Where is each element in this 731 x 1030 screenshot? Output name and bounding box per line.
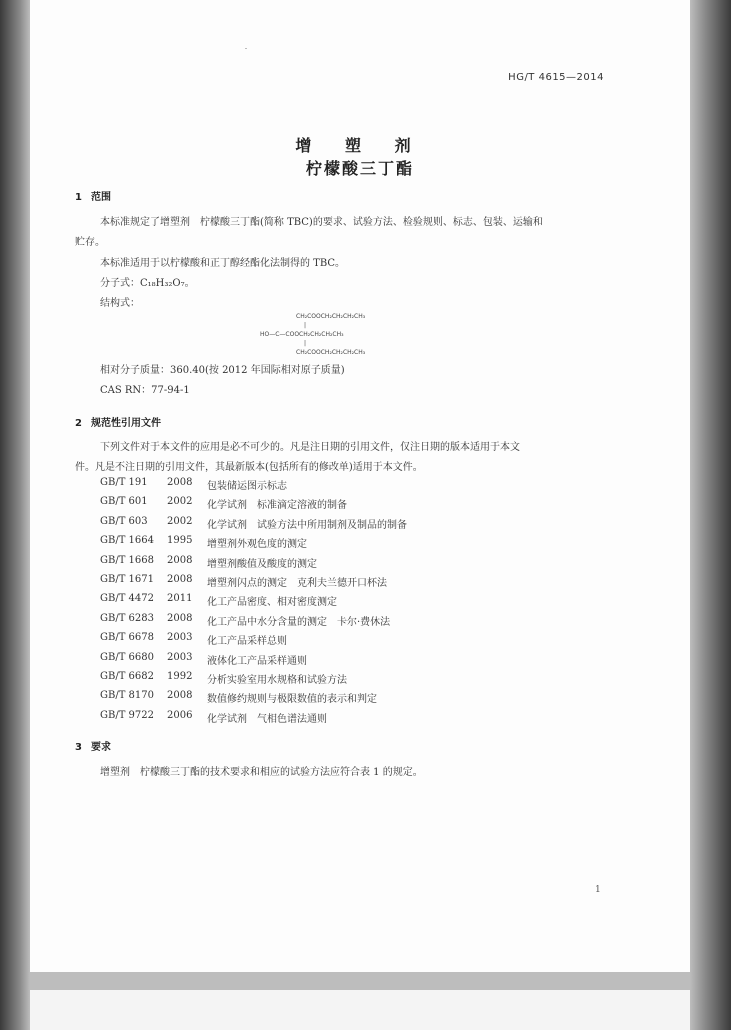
reference-title: 增塑剂闪点的测定 克利夫兰德开口杯法	[207, 577, 387, 589]
reference-list	[100, 477, 407, 729]
reference-year: 2002	[167, 496, 193, 508]
reference-code: GB/T 6680	[100, 651, 155, 663]
reference-year: 2003	[167, 632, 193, 644]
reference-item	[100, 671, 407, 690]
reference-item	[100, 496, 407, 515]
document-code: HG/T 4615—2014	[508, 72, 604, 83]
structure-line: HO—C—COOCH₂CH₂CH₂CH₃	[260, 331, 344, 338]
reference-item	[100, 652, 407, 671]
reference-title: 分析实验室用水规格和试验方法	[207, 674, 347, 686]
reference-code: GB/T 8170	[100, 690, 155, 702]
section-number: 1	[75, 192, 82, 203]
reference-year: 2008	[167, 554, 193, 566]
scope-para-1-line-2: 贮存。	[75, 237, 105, 248]
structure-label: 结构式：	[100, 298, 140, 309]
structure-bond: |	[304, 322, 307, 329]
reference-year: 1995	[167, 535, 193, 547]
reference-item	[100, 710, 407, 729]
reference-item	[100, 574, 407, 593]
reference-code: GB/T 601	[100, 496, 148, 508]
reference-code: GB/T 9722	[100, 709, 155, 721]
reference-year: 2008	[167, 690, 193, 702]
title-line-2: 柠檬酸三丁酯	[305, 159, 414, 178]
section-1-heading	[75, 188, 111, 203]
references-intro-line-2: 件。凡是不注日期的引用文件，其最新版本(包括所有的修改单)适用于本文件。	[75, 462, 423, 473]
molecular-weight: 相对分子质量：360.40(按 2012 年国际相对原子质量)	[100, 365, 345, 376]
reference-year: 2006	[167, 709, 193, 721]
reference-title: 液体化工产品采样通则	[207, 655, 307, 667]
reference-code: GB/T 1664	[100, 535, 155, 547]
reference-year: 2008	[167, 573, 193, 585]
reference-code: GB/T 1668	[100, 554, 155, 566]
reference-title: 化学试剂 气相色谱法通则	[207, 713, 327, 725]
reference-item	[100, 613, 407, 632]
reference-year: 2008	[167, 612, 193, 624]
reference-item	[100, 632, 407, 651]
page-number: 1	[595, 885, 601, 895]
reference-code: GB/T 4472	[100, 593, 155, 605]
cas-number: CAS RN：77-94-1	[100, 385, 190, 396]
reference-item	[100, 690, 407, 709]
reference-code: GB/T 6283	[100, 612, 155, 624]
section-3-heading	[75, 738, 111, 753]
requirements-para: 增塑剂 柠檬酸三丁酯的技术要求和相应的试验方法应符合表 1 的规定。	[100, 767, 423, 778]
section-title: 要求	[91, 742, 111, 753]
scan-speck	[245, 48, 247, 49]
reference-item	[100, 535, 407, 554]
reference-code: GB/T 6682	[100, 670, 155, 682]
reference-item	[100, 516, 407, 535]
section-2-heading	[75, 414, 161, 429]
scope-para-2: 本标准适用于以柠檬酸和正丁醇经酯化法制得的 TBC。	[100, 258, 346, 269]
structure-line: CH₂COOCH₂CH₂CH₂CH₃	[296, 313, 366, 320]
reference-title: 化工产品采样总则	[207, 636, 287, 648]
reference-year: 1992	[167, 670, 193, 682]
reference-title: 化工产品密度、相对密度测定	[207, 597, 337, 609]
reference-title: 化学试剂 试验方法中所用制剂及制品的制备	[207, 519, 407, 531]
next-page-edge	[30, 990, 690, 1030]
reference-item	[100, 555, 407, 574]
reference-title: 化学试剂 标准滴定溶液的制备	[207, 500, 347, 512]
title-line-1: 增 塑 剂	[295, 136, 425, 155]
reference-year: 2002	[167, 515, 193, 527]
reference-code: GB/T 1671	[100, 573, 155, 585]
reference-item	[100, 593, 407, 612]
molecular-formula: 分子式：C₁₈H₃₂O₇。	[100, 278, 195, 289]
reference-title: 增塑剂外观色度的测定	[207, 539, 307, 551]
reference-code: GB/T 6678	[100, 632, 155, 644]
document-page	[30, 0, 690, 972]
structure-bond: |	[304, 340, 307, 347]
reference-title: 化工产品中水分含量的测定 卡尔·费休法	[207, 616, 391, 628]
references-intro-line-1: 下列文件对于本文件的应用是必不可少的。凡是注日期的引用文件，仅注日期的版本适用于本文	[100, 442, 520, 453]
reference-title: 包装储运图示标志	[207, 481, 287, 492]
section-title: 规范性引用文件	[91, 418, 161, 429]
reference-item	[100, 477, 407, 496]
section-title: 范围	[91, 192, 111, 203]
reference-code: GB/T 191	[100, 477, 148, 488]
scope-para-1-line-1: 本标准规定了增塑剂 柠檬酸三丁酯(简称 TBC)的要求、试验方法、检验规则、标志、包装、运输和	[100, 217, 543, 228]
section-number: 2	[75, 418, 82, 429]
structural-formula	[260, 312, 440, 357]
structure-line: CH₂COOCH₂CH₂CH₂CH₃	[296, 349, 366, 356]
reference-title: 数值修约规则与极限数值的表示和判定	[207, 694, 377, 706]
reference-year: 2003	[167, 651, 193, 663]
reference-code: GB/T 603	[100, 515, 148, 527]
reference-year: 2011	[167, 593, 193, 605]
reference-title: 增塑剂酸值及酸度的测定	[207, 558, 317, 570]
section-number: 3	[75, 742, 82, 753]
reference-year: 2008	[167, 477, 193, 488]
